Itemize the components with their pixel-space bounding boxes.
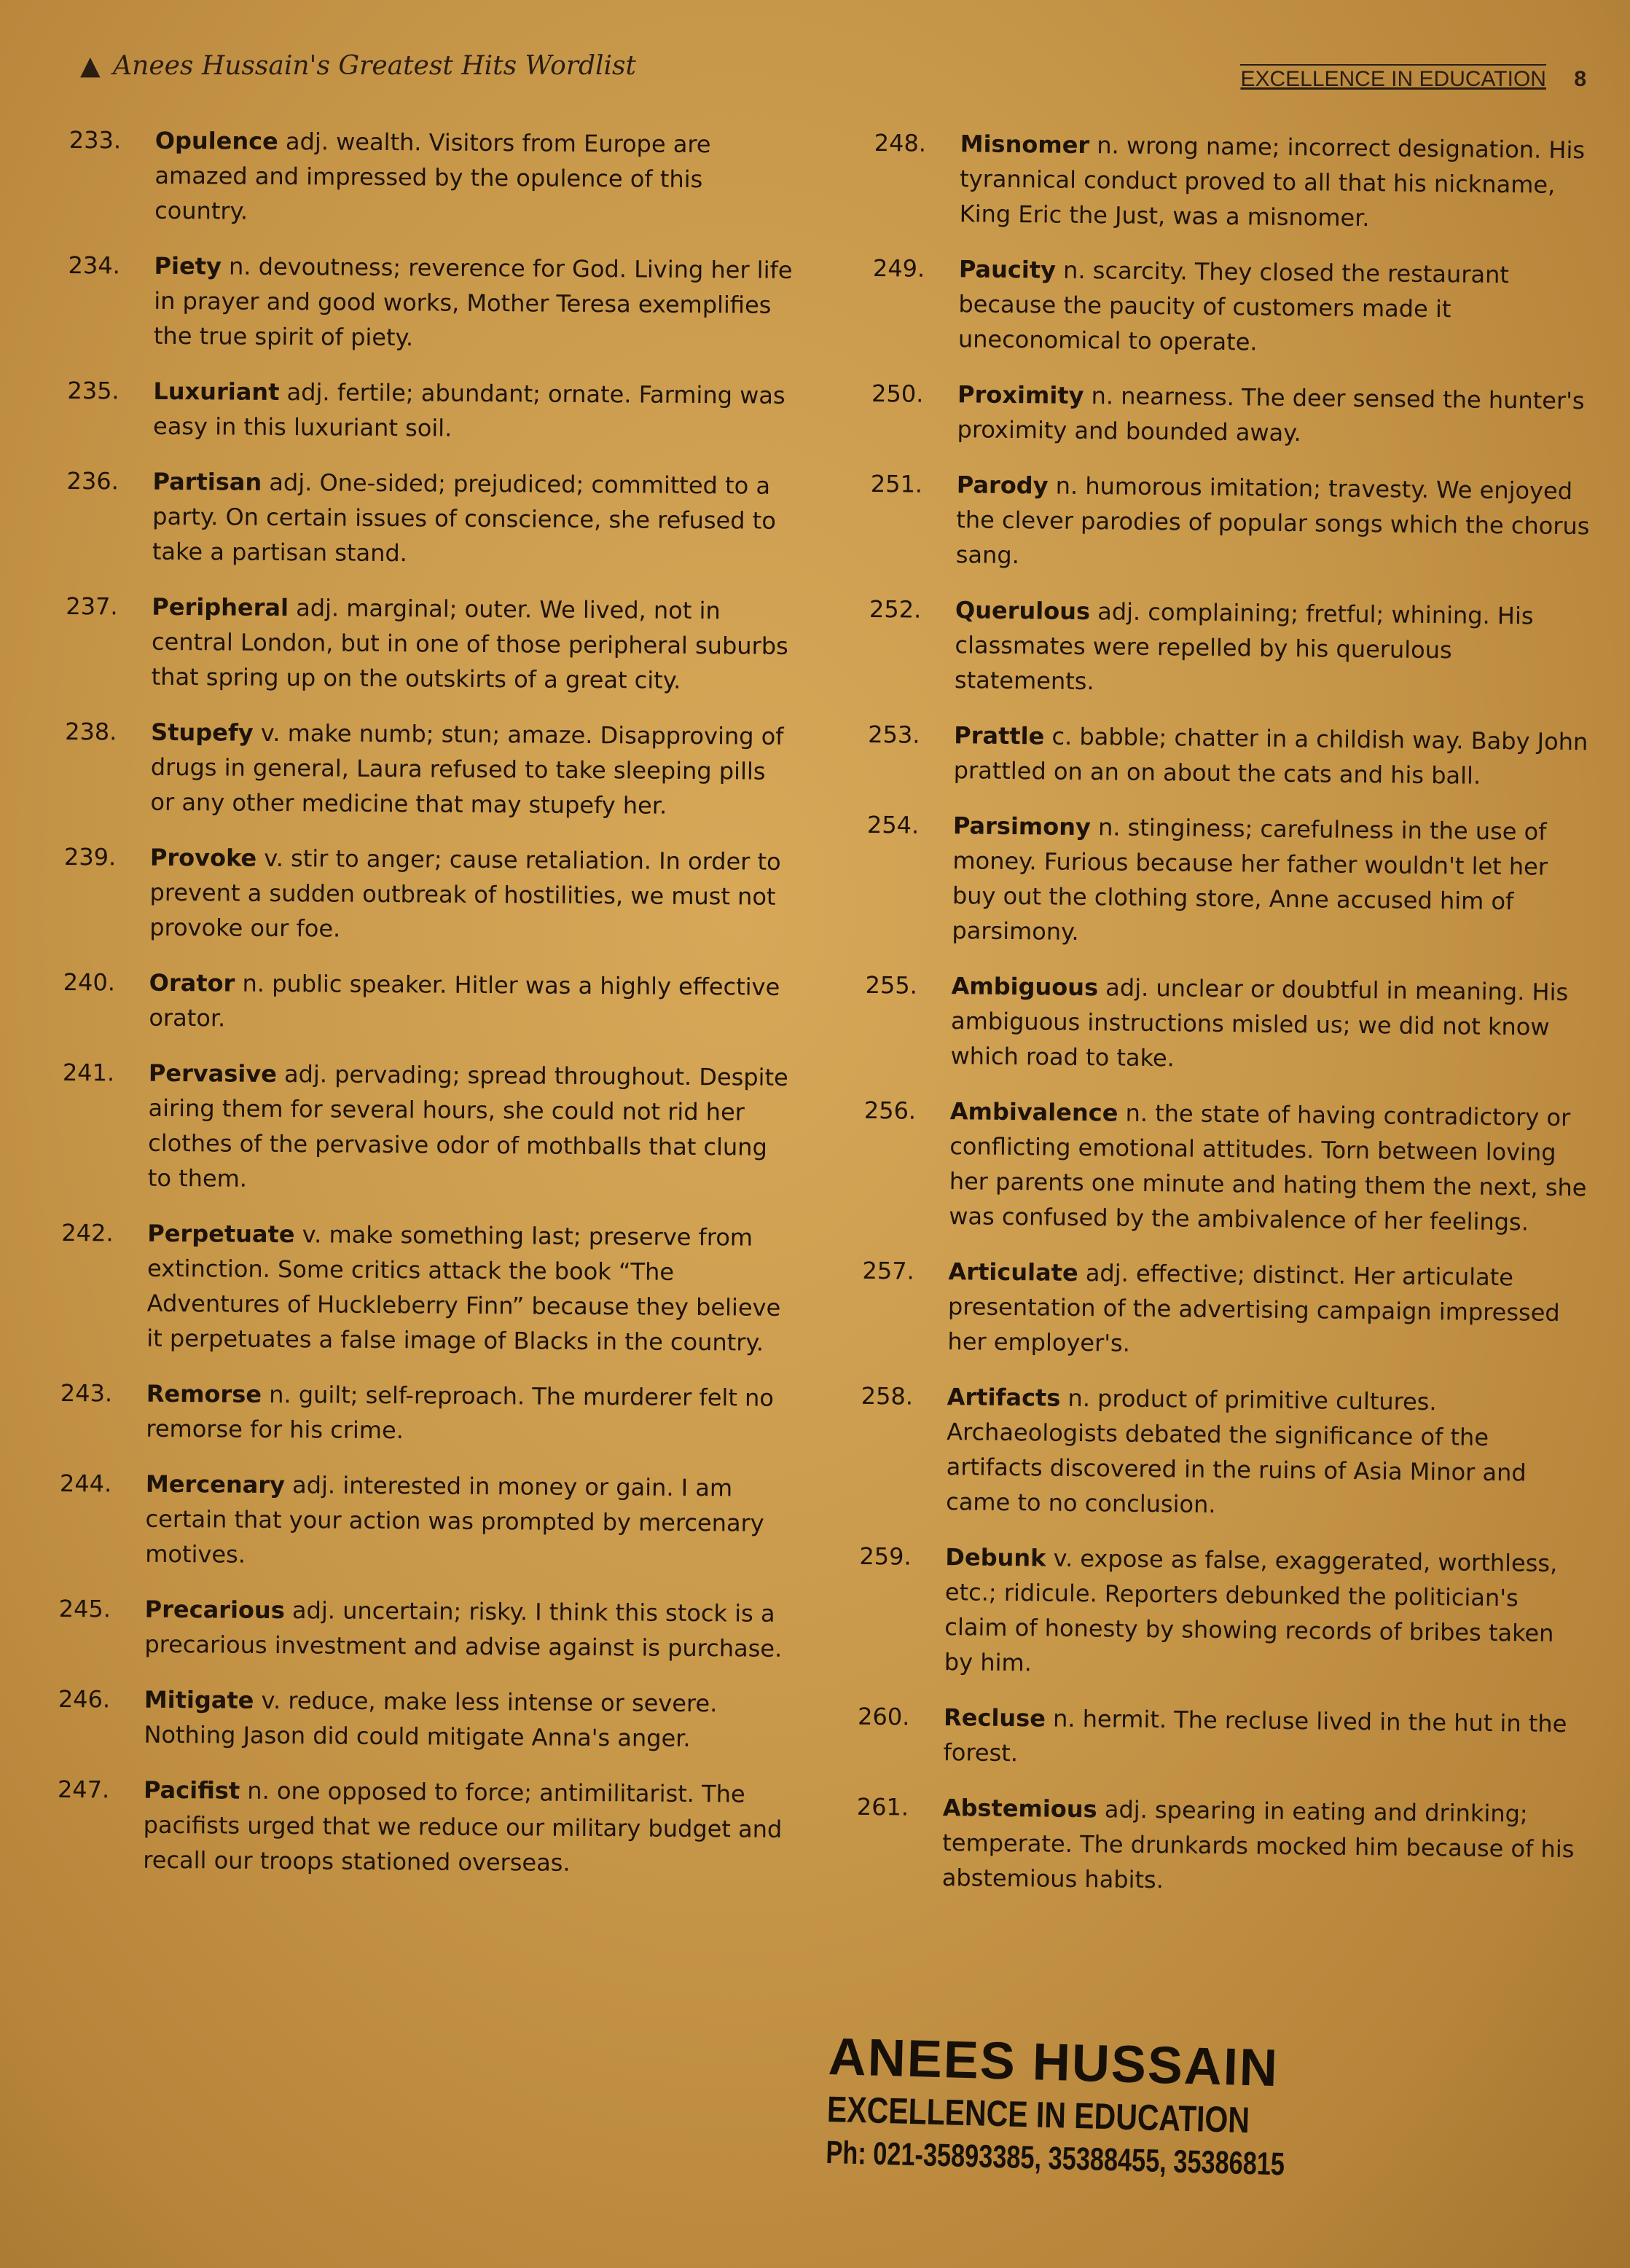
stamp-name: ANEES HUSSAIN [827, 2027, 1280, 2098]
entry-word: Proximity [957, 380, 1084, 410]
entry-definition: adj. One-sided; prejudiced; committed to a party. On certain issues of conscience, she refused to take a partisan stand. [152, 468, 776, 568]
entry-number: 251. [870, 469, 923, 498]
entry-definition: adj. unclear or doubtful in meaning. His ambiguous instructions misled us; we did not know which road to take. [950, 973, 1569, 1072]
entry-word: Paucity [958, 255, 1057, 284]
entry-number: 241. [62, 1058, 115, 1087]
entry-word: Mercenary [145, 1470, 286, 1499]
entry-number: 242. [61, 1218, 114, 1247]
word-entry [857, 1699, 1586, 1776]
entry-number: 249. [872, 254, 925, 283]
word-entry [872, 251, 1602, 363]
entry-number: 257. [862, 1256, 914, 1285]
entry-word: Ambivalence [949, 1097, 1118, 1127]
entry-definition: c. babble; chatter in a childish way. Baby John prattled on an on about the cats and his ball. [953, 722, 1588, 790]
word-entry [64, 714, 794, 824]
entry-number: 237. [66, 592, 118, 621]
entry-number: 245. [58, 1594, 111, 1623]
entry-number: 246. [58, 1684, 111, 1714]
book-title-text: Anees Hussain's Greatest Hits Wordlist [113, 51, 636, 81]
entry-word: Artifacts [947, 1383, 1061, 1412]
entry-number: 236. [66, 466, 119, 495]
entry-word: Misnomer [960, 130, 1090, 160]
word-entry [870, 466, 1599, 578]
entry-definition: n. the state of having contradictory or conflicting emotional attitudes. Torn between loving her parents one minute and hating them the next, she was confused by the ambivalence of her feelings. [949, 1099, 1587, 1236]
entry-number: 256. [863, 1096, 917, 1125]
entry-word: Provoke [149, 843, 257, 872]
entry-number: 258. [861, 1381, 914, 1410]
word-entry [858, 1539, 1588, 1686]
left-column [57, 122, 798, 1902]
entry-number: 259. [859, 1542, 912, 1571]
entry-number: 247. [57, 1775, 110, 1804]
entry-definition: adj. pervading; spread throughout. Despite airing them for several hours, she could not rid her clothes of the pervasive odor of mothballs that clung to them. [147, 1060, 788, 1193]
entry-definition: adj. wealth. Visitors from Europe are amazed and impressed by the opulence of this country. [154, 127, 711, 225]
section-label: EXCELLENCE IN EDUCATION [1240, 64, 1546, 92]
entry-number: 255. [865, 970, 918, 1000]
word-entry [866, 807, 1596, 954]
decorative-mark-icon: ▲ [80, 51, 101, 81]
word-entry [68, 248, 797, 358]
entry-word: Orator [149, 968, 235, 997]
entry-number: 243. [60, 1378, 113, 1408]
entry-number: 253. [868, 720, 920, 749]
word-entry [60, 1376, 789, 1451]
entry-word: Remorse [146, 1379, 262, 1408]
entry-word: Peripheral [152, 592, 289, 622]
entry-definition: n. one opposed to force; antimilitarist. The pacifists urged that we reduce our military budget and recall our troops stationed overseas. [143, 1776, 783, 1877]
word-entry [66, 463, 796, 573]
entry-definition: n. wrong name; incorrect designation. His tyrannical conduct proved to all that his nickname, King Eric the Just, was a misnomer. [959, 131, 1586, 232]
entry-definition: adj. interested in money or gain. I am certain that your action was prompted by mercenary motives. [145, 1471, 764, 1569]
entry-definition: n. scarcity. They closed the restaurant because the paucity of customers made it uneconomical to operate. [957, 256, 1510, 356]
entry-number: 254. [866, 810, 920, 839]
word-entry [871, 376, 1600, 453]
entry-word: Stupefy [151, 718, 254, 747]
entry-word: Querulous [955, 596, 1091, 626]
word-entry [869, 592, 1598, 704]
word-entry [863, 1093, 1593, 1240]
entry-word: Pervasive [148, 1059, 277, 1088]
entry-word: Recluse [943, 1703, 1046, 1733]
word-entry [873, 125, 1602, 238]
entry-definition: n. devoutness; reverence for God. Living her life in prayer and good works, Mother Teresa exemplifies the true spirit of piety. [153, 252, 793, 352]
entry-definition: adj. effective; distinct. Her articulate presentation of the advertising campaign impressed her employer's. [947, 1259, 1560, 1357]
entry-word: Ambiguous [951, 972, 1099, 1002]
header-book-title [80, 51, 636, 81]
word-entry [60, 1215, 790, 1360]
word-entry [63, 965, 792, 1040]
entry-definition: adj. marginal; outer. We lived, not in central London, but in one of those peripheral suburbs that spring up on the outskirts of a great city. [151, 594, 788, 694]
entry-definition: n. public speaker. Hitler was a highly effective orator. [149, 969, 780, 1032]
word-entry [58, 1591, 788, 1666]
entry-number: 238. [65, 717, 117, 746]
entry-definition: adj. fertile; abundant; ornate. Farming was easy in this luxuriant soil. [152, 378, 785, 442]
word-entry [62, 1055, 791, 1200]
word-entry [67, 373, 796, 448]
entry-definition: adj. complaining; fretful; whining. His classmates were repelled by his querulous statements. [954, 597, 1534, 696]
entry-number: 260. [857, 1702, 910, 1731]
word-entry [860, 1378, 1590, 1526]
entry-number: 234. [68, 251, 121, 280]
entry-number: 261. [856, 1792, 909, 1821]
entry-word: Parody [956, 471, 1049, 500]
entry-word: Pacifist [143, 1775, 240, 1805]
entry-definition: v. expose as false, exaggerated, worthless, etc.; ridicule. Reporters debunked the politician's claim of honesty by showing records of bribes taken by him. [944, 1544, 1558, 1677]
word-entry [58, 1682, 787, 1757]
entry-word: Partisan [152, 467, 262, 496]
entry-word: Abstemious [942, 1794, 1097, 1824]
word-entry [856, 1789, 1586, 1902]
entry-definition: n. guilt; self-reproach. The murderer felt no remorse for his crime. [146, 1380, 775, 1445]
entry-number: 235. [67, 376, 119, 405]
right-column [855, 125, 1603, 1922]
word-entry [59, 1466, 788, 1576]
contact-stamp [826, 2027, 1417, 2189]
stamp-tagline: EXCELLENCE IN EDUCATION [826, 2088, 1250, 2141]
entry-word: Perpetuate [147, 1219, 295, 1249]
entry-number: 240. [63, 968, 116, 997]
entry-word: Piety [154, 251, 222, 280]
word-entry [864, 968, 1594, 1080]
entry-word: Mitigate [144, 1685, 254, 1714]
entry-definition: v. make numb; stun; amaze. Disapproving of drugs in general, Laura refused to take sleeping pills or any other medicine that may stupefy her. [150, 718, 784, 820]
entry-number: 248. [874, 128, 927, 157]
entry-word: Debunk [945, 1543, 1046, 1572]
word-entry [68, 122, 798, 232]
word-entry [861, 1253, 1591, 1365]
entry-number: 244. [59, 1469, 112, 1498]
entry-definition: n. product of primitive cultures. Archaeologists debated the significance of the artifacts discovered in the ruins of Asia Minor and came to no conclusion. [946, 1384, 1527, 1519]
entry-definition: v. make something last; preserve from extinction. Some critics attack the book “The Adventures of Huckleberry Finn” because they believe it perpetuates a false image of Blacks in the country. [146, 1220, 781, 1357]
entry-word: Parsimony [952, 812, 1092, 841]
entry-definition: n. nearness. The deer sensed the hunter's proximity and bounded away. [957, 382, 1585, 447]
entry-number: 233. [68, 125, 122, 154]
entry-definition: n. hermit. The recluse lived in the hut in the forest. [943, 1704, 1567, 1767]
word-entry [867, 717, 1596, 794]
entry-definition: v. stir to anger; cause retaliation. In order to prevent a sudden outbreak of hostilities, we must not provoke our foe. [149, 844, 781, 943]
entry-word: Precarious [144, 1595, 285, 1625]
entry-definition: n. humorous imitation; travesty. We enjoyed the clever parodies of popular songs which the chorus sang. [955, 471, 1590, 570]
entry-definition: adj. spearing in eating and drinking; temperate. The drunkards mocked him because of his abstemious habits. [941, 1795, 1575, 1894]
entry-word: Articulate [948, 1257, 1078, 1287]
entry-definition: v. reduce, make less intense or severe. Nothing Jason did could mitigate Anna's anger. [144, 1686, 718, 1753]
entry-number: 250. [871, 379, 924, 408]
entry-definition: n. stinginess; carefulness in the use of money. Furious because her father wouldn't let her buy out the clothing store, Anne accused him of parsimony. [952, 813, 1548, 946]
page-number: 8 [1574, 67, 1586, 91]
entry-number: 252. [869, 595, 922, 624]
entry-definition: adj. uncertain; risky. I think this stock is a precarious investment and advise against is purchase. [144, 1596, 783, 1663]
word-entry [66, 589, 795, 699]
header-section [1240, 64, 1586, 92]
entry-word: Luxuriant [153, 377, 280, 407]
stamp-phone: Ph: 021-35893385, 35388455, 35386815 [825, 2134, 1285, 2183]
entry-word: Prattle [954, 721, 1045, 750]
entry-word: Opulence [154, 126, 278, 156]
word-entry [57, 1772, 786, 1882]
entry-number: 239. [63, 842, 117, 871]
word-entry [63, 839, 793, 949]
